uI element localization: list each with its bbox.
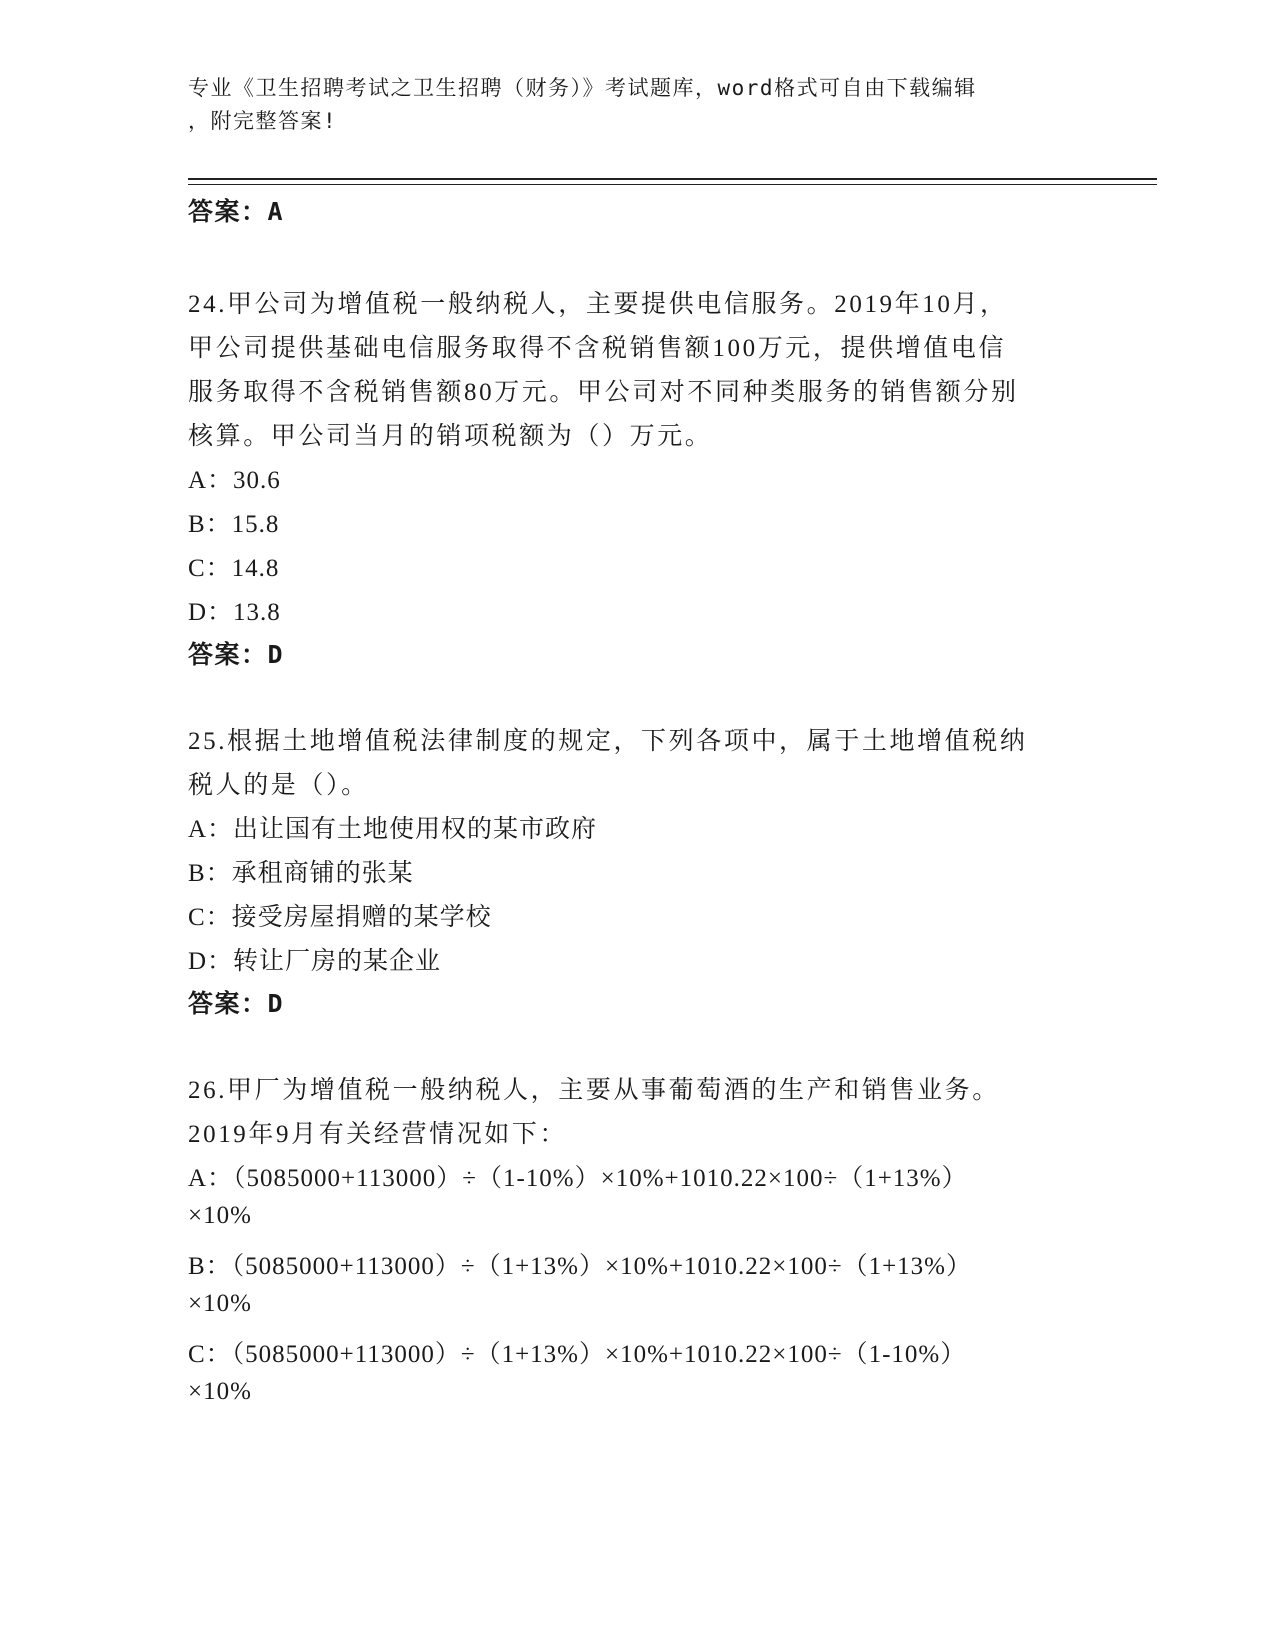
header-line-2: ，附完整答案! (188, 109, 338, 133)
q24-option-b: B：15.8 (188, 511, 280, 538)
q26-option-a-cont: ×10% (188, 1202, 252, 1229)
q25-option-b: B：承租商铺的张某 (188, 860, 414, 887)
q24-option-a: A：30.6 (188, 467, 281, 494)
q26-line-2: 2019年9月有关经营情况如下： (188, 1121, 568, 1148)
q24-option-d: D：13.8 (188, 599, 281, 626)
q24-line-1: 24.甲公司为增值税一般纳税人，主要提供电信服务。2019年10月， (188, 291, 1008, 318)
q25-line-2: 税人的是（）。 (188, 772, 369, 799)
q26-option-b: B：（5085000+113000）÷（1+13%）×10%+1010.22×100÷（1+13%） (188, 1253, 973, 1280)
header-line-1: 专业《卫生招聘考试之卫生招聘（财务）》考试题库，word格式可自由下载编辑 (188, 76, 977, 100)
q26-option-c: C：（5085000+113000）÷（1+13%）×10%+1010.22×100÷（1-10%） (188, 1341, 967, 1368)
q26-option-c-cont: ×10% (188, 1378, 252, 1405)
q24-option-c: C：14.8 (188, 555, 280, 582)
header-rule-thick (188, 178, 1157, 180)
answer-q25: 答案：D (188, 989, 285, 1018)
answer-q23: 答案：A (188, 197, 285, 226)
q25-line-1: 25.根据土地增值税法律制度的规定，下列各项中，属于土地增值税纳 (188, 728, 1028, 755)
q25-option-d: D：转让厂房的某企业 (188, 948, 442, 975)
q24-line-2: 甲公司提供基础电信服务取得不含税销售额100万元，提供增值电信 (188, 335, 1007, 362)
q24-line-4: 核算。甲公司当月的销项税额为（）万元。 (188, 423, 713, 450)
q26-option-a: A：（5085000+113000）÷（1-10%）×10%+1010.22×100÷（1+13%） (188, 1165, 968, 1192)
header-rule-thin (188, 184, 1157, 185)
q26-option-b-cont: ×10% (188, 1290, 252, 1317)
q25-option-a: A：出让国有土地使用权的某市政府 (188, 816, 598, 843)
q26-line-1: 26.甲厂为增值税一般纳税人，主要从事葡萄酒的生产和销售业务。 (188, 1077, 1000, 1104)
q25-option-c: C：接受房屋捐赠的某学校 (188, 904, 492, 931)
q24-line-3: 服务取得不含税销售额80万元。甲公司对不同种类服务的销售额分别 (188, 379, 1019, 406)
answer-q24: 答案：D (188, 640, 285, 669)
document-header (188, 72, 1068, 138)
